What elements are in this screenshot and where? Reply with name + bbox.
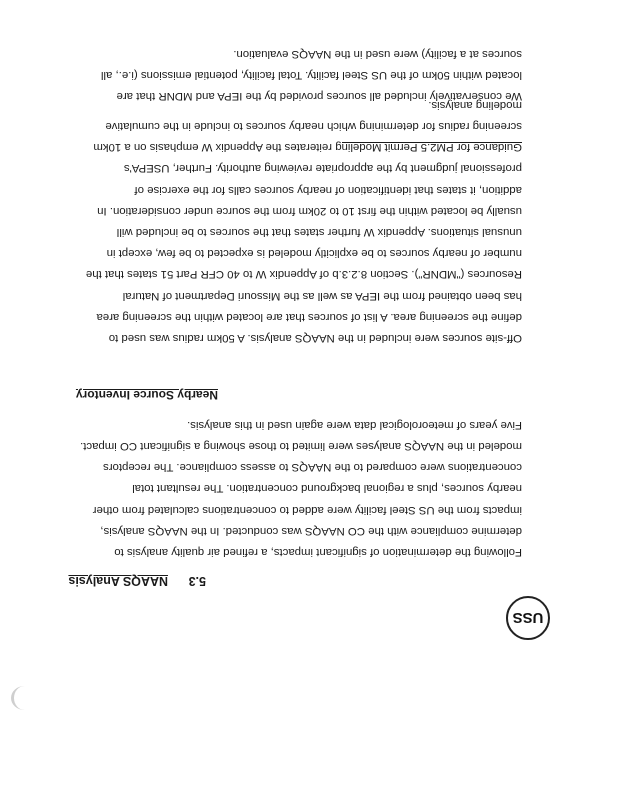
guidance-title: Guidance for PM2.5 Permit Modeling: [335, 141, 522, 154]
section-title: NAAQS Analysis: [68, 574, 168, 588]
text-line: sources at a facility) were used in the NAAQS evaluation.: [233, 47, 522, 60]
text-line: professional judgment by the appropriate reviewing authority. Further, USEPA's: [123, 162, 522, 175]
text-line: determine compliance with the CO NAAQS was conducted. In the NAAQS analysis,: [100, 524, 522, 537]
paragraph-conservative: [72, 42, 522, 106]
text-line: has been obtained from the IEPA as well as the Missouri Department of Natural: [122, 289, 522, 302]
text-line: concentrations were compared to the NAAQS to assess compliance. The receptors: [103, 461, 522, 474]
text-line: Five years of meteorological data were again used in this analysis.: [187, 418, 522, 431]
paragraph-offsite: [72, 94, 522, 348]
text-line: addition, it states that identification of nearby sources calls for the exercise of: [134, 183, 522, 196]
section-heading: [68, 574, 206, 588]
text-line: Off-site sources were included in the NAAQS analysis. A 50km radius was used to: [108, 332, 522, 344]
text-line: located within 50km of the US Steel facility. Total facility, potential emissions (i.e., all: [100, 68, 522, 81]
text-line: define the screening area. A list of sources that are located within the screening area: [96, 310, 522, 323]
section-number: 5.3: [188, 574, 206, 588]
text-line: We conservatively included all sources provided by the IEPA and MDNR that are: [116, 90, 522, 102]
paragraph-naaqs: [72, 414, 522, 562]
subheading-nearby-sources: Nearby Source Inventory: [75, 388, 218, 402]
text-line: unusual situations. Appendix W further states that the sources to be included will: [116, 226, 522, 239]
text-line: Following the determination of significant impacts, a refined air quality analysis to: [114, 546, 522, 558]
text-line: Resources ("MDNR"). Section 8.2.3.b of Appendix W to 40 CFR Part 51 states that the: [85, 268, 522, 281]
text-line-guidance: [72, 136, 522, 157]
text-line: modeled in the NAAQS analyses were limited to those showing a significant CO impact.: [80, 440, 522, 453]
logo-text: USS: [512, 609, 544, 627]
text-line: screening radius for determining which nearby sources to include in the cumulative: [105, 120, 522, 133]
uss-logo: [506, 596, 550, 640]
text-line: impacts from the US Steel facility were added to concentrations calculated from other: [92, 503, 522, 516]
text-line: number of nearby sources to be explicitly modeled is expected to be few, except in: [106, 247, 522, 260]
guidance-rest: reiterates the Appendix W emphasis on a 10km: [93, 141, 336, 154]
scan-artifact: [11, 686, 38, 710]
text-line: modeling analysis.: [428, 98, 522, 111]
text-line: usually be located within the first 10 to 20km from the source under consideration. In: [97, 204, 522, 217]
text-line: nearby sources, plus a regional background concentration. The resultant total: [132, 482, 522, 495]
